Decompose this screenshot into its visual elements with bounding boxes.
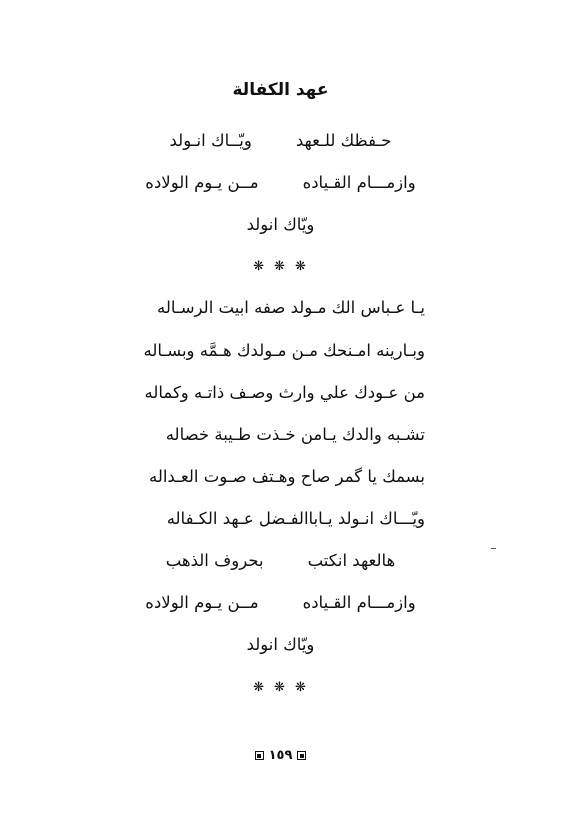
hemistich-left: مــن يـوم الولاده: [145, 593, 259, 612]
separator-star-icon: ❋: [274, 680, 287, 695]
stanza-separator: [0, 680, 561, 695]
separator-star-icon: ❋: [253, 680, 267, 695]
separator-star-icon: ❋: [274, 259, 287, 274]
page-number: ١٥٩: [268, 748, 293, 763]
poem-line-6: من عـودك علي وارث وصـف ذاتـه وكماله: [144, 383, 425, 402]
hemistich-right: وازمـــام القـياده: [302, 173, 416, 192]
margin-mark: [491, 548, 496, 549]
separator-star-icon: ❋: [253, 259, 267, 274]
separator-star-icon: ❋: [294, 680, 308, 695]
poem-line-1: [0, 131, 561, 150]
hemistich-right: هالعهد انكتب: [307, 551, 396, 570]
poem-line-5: وبـارينه امـنحك مـن مـولدك هـمَّه وبسـاله: [143, 341, 425, 360]
separator-star-icon: ❋: [294, 259, 308, 274]
poem-line-10: [0, 551, 561, 570]
hemistich-right: حـفظك للـعهد: [295, 131, 392, 150]
poem-line-3: ويّاك انولد: [246, 215, 315, 234]
poem-line-9: ويّـــاك انـولد يـاباالفـضل عـهد الكـفاله: [166, 509, 425, 528]
poem-line-12: ويّاك انولد: [246, 635, 315, 654]
page-footer: [0, 748, 561, 763]
hemistich-left: بحروف الذهب: [165, 551, 264, 570]
hemistich-right: وازمـــام القـياده: [302, 593, 416, 612]
poem-line-8: بسمك يا گمر صاح وهـتف صـوت العـداله: [148, 467, 425, 486]
hemistich-left: ويّــاك انـولد: [169, 131, 252, 150]
poem-line-2: [0, 173, 561, 192]
square-bullet-icon: [255, 751, 264, 760]
poem-line-11: [0, 593, 561, 612]
poem-title: عهد الكفالة: [232, 80, 329, 100]
square-bullet-icon: [297, 751, 306, 760]
poem-line-7: تشـبه والدك يـامن خـذت طـيبة خصاله: [165, 425, 425, 444]
poem-line-4: يـا عـباس الك مـولد صفه ابيت الرسـاله: [157, 298, 425, 317]
stanza-separator: [0, 259, 561, 274]
hemistich-left: مــن يـوم الولاده: [145, 173, 259, 192]
